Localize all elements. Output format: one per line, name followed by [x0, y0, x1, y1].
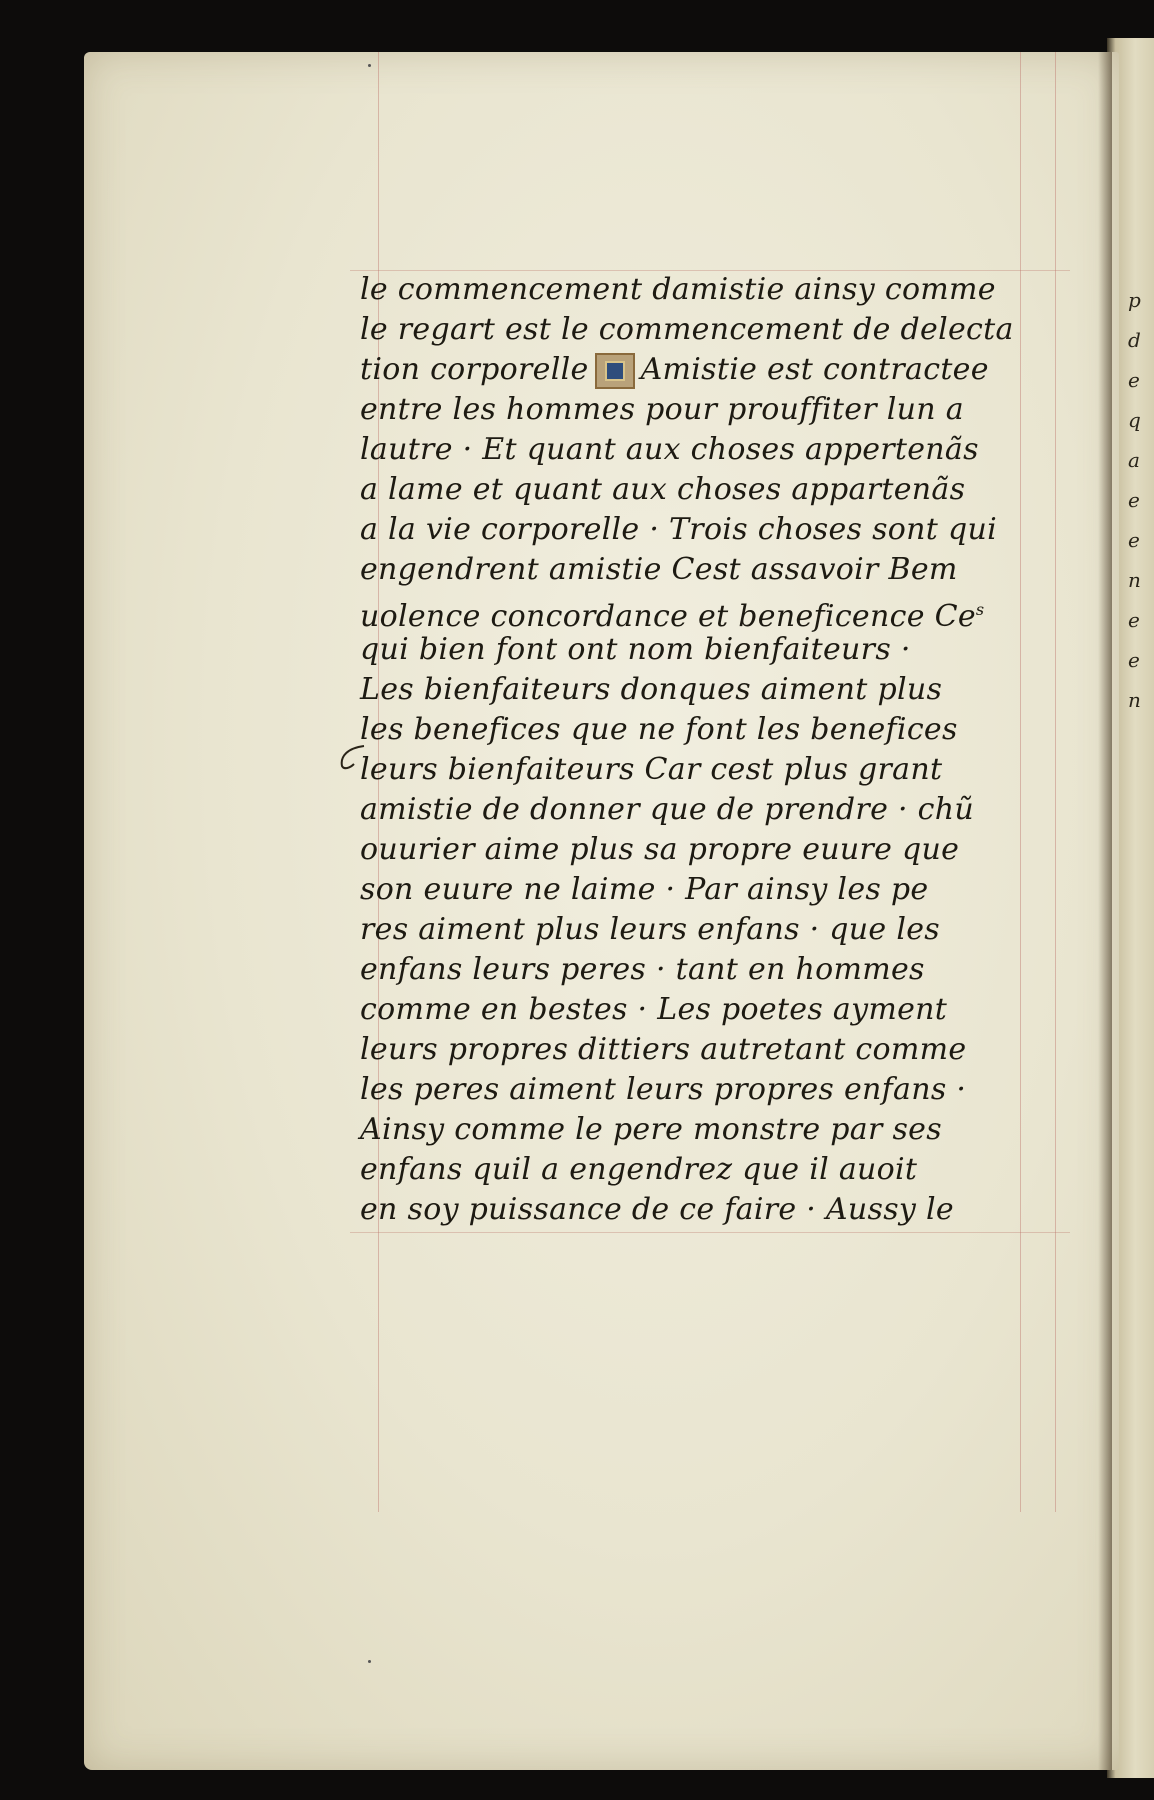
pricking-mark: [368, 1660, 371, 1663]
text-line: les peres aiment leurs propres enfans ·: [360, 1072, 967, 1107]
text-line: les benefices que ne font les benefices: [360, 712, 958, 747]
text-line: ouurier aime plus sa propre euure que: [360, 832, 960, 867]
facing-page-text-fragment: p d e q a e e n e e n: [1128, 288, 1141, 712]
text-line: leurs propres dittiers autretant comme: [360, 1032, 967, 1067]
text-line: le commencement damistie ainsy comme: [360, 272, 996, 307]
text-line: enfans leurs peres · tant en hommes: [360, 952, 925, 987]
illuminated-initial: [595, 353, 635, 389]
text-line: engendrent amistie Cest assavoir Bem: [360, 552, 958, 587]
text-line: amistie de donner que de prendre · chũ: [360, 792, 974, 827]
text-line: entre les hommes pour prouffiter lun a: [360, 392, 964, 427]
ruling-bottom: [350, 1232, 1070, 1233]
text-line: Ainsy comme le pere monstre par ses: [360, 1112, 942, 1147]
text-line: uolence concordance et beneficence Ce$^s$: [360, 599, 985, 634]
interlinear-correction: s: [975, 600, 985, 619]
text-line: le regart est le commencement de delecta: [360, 312, 1014, 347]
text-line: en soy puissance de ce faire · Aussy le: [360, 1192, 954, 1227]
text-line: res aiment plus leurs enfans · que les: [360, 912, 940, 947]
text-line: tion corporelle Amistie est contractee: [360, 352, 989, 387]
page-gutter-shadow: [1098, 52, 1112, 1770]
text-line: enfans quil a engendrez que il auoit: [360, 1152, 918, 1187]
text-line: leurs bienfaiteurs Car cest plus grant: [360, 752, 943, 787]
text-line: son euure ne laime · Par ainsy les pe: [360, 872, 929, 907]
text-line: a la vie corporelle · Trois choses sont qui: [360, 512, 997, 547]
text-line: comme en bestes · Les poetes ayment: [360, 992, 948, 1027]
text-line: a lame et quant aux choses appartenãs: [360, 472, 966, 507]
pricking-mark: [368, 64, 371, 67]
manuscript-text-block: [360, 270, 1060, 1230]
text-line: lautre · Et quant aux choses appertenãs: [360, 432, 979, 467]
text-line: Les bienfaiteurs donques aiment plus: [360, 672, 943, 707]
text-line: qui bien font ont nom bienfaiteurs ·: [360, 632, 911, 667]
